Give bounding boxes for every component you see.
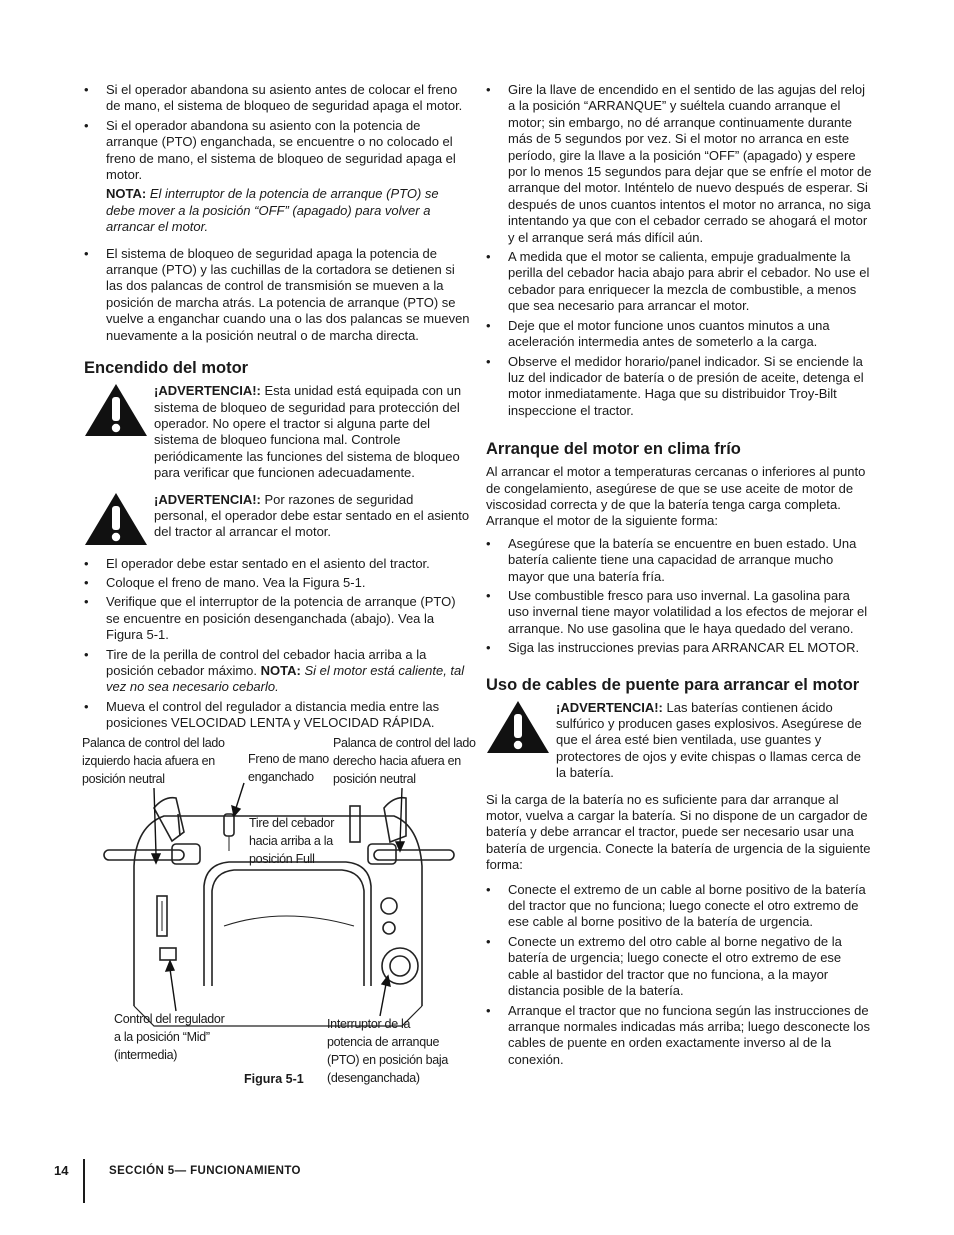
list-item: • El sistema de bloqueo de seguridad apaga la potencia de arranque (PTO) y las cuchillas de la cortadora se detienen si las dos palancas de control de transmisión se mueven a la posición de marcha atrás. La potencia de arranque (PTO) se vuelve a enganchar cuando una o las dos palancas se mueven nuevamente a la posición neutral o de marcha directa. bbox=[84, 246, 470, 344]
jump-list bbox=[486, 882, 872, 1068]
list-item: • Observe el medidor horario/panel indicador. Si se enciende la luz del indicador de batería o de presión de aceite, detenga el motor inmediatamente. Haga que su distribuidor Troy-Bilt inspeccione el tractor. bbox=[486, 354, 872, 420]
left-column bbox=[82, 82, 476, 1098]
list-item: • Coloque el freno de mano. Vea la Figura 5-1. bbox=[84, 575, 470, 591]
heading-cold-weather: Arranque del motor en clima frío bbox=[486, 440, 741, 459]
figure-5-1 bbox=[82, 735, 476, 1098]
warning-triangle-icon bbox=[486, 700, 550, 754]
list-item: • Siga las instrucciones previas para ARRANCAR EL MOTOR. bbox=[486, 640, 872, 656]
list-item: • Arranque el tractor que no funciona según las instrucciones de arranque normales indicadas más arriba; luego desconecte los cables de puente en orden exactamente inverso al de la conexión. bbox=[486, 1003, 872, 1069]
warning-block-1: ¡ADVERTENCIA!: Esta unidad está equipada con un sistema de bloqueo de seguridad para protección del operador. No opere el tractor si alguna parte del sistema de bloqueo funciona mal. Controle periódicamente las funciones del sistema de bloqueo para verificar que funcionen adecuadamente. bbox=[84, 383, 470, 481]
page-number: 14 bbox=[54, 1163, 69, 1178]
heading-encendido: Encendido del motor bbox=[84, 359, 249, 378]
list-item: • Conecte el extremo de un cable al borne positivo de la batería del tractor que no funciona; luego conecte el otro extremo de ese cable al borne positivo de la batería de urgencia. bbox=[486, 882, 872, 931]
list-item: • Tire de la perilla de control del cebador hacia arriba a la posición cebador máximo. NOTA: Si el motor está caliente, tal vez no sea necesario cebarlo. bbox=[84, 647, 470, 696]
interlock-list bbox=[84, 82, 470, 183]
list-item: • Si el operador abandona su asiento con la potencia de arranque (PTO) enganchada, se encuentre o no colocado el freno de mano, el sistema de bloqueo de seguridad apaga el motor. bbox=[84, 118, 470, 184]
list-item: • Verifique que el interruptor de la potencia de arranque (PTO) se encuentre en posición desenganchada (abajo). Vea la Figura 5-1. bbox=[84, 594, 470, 643]
caption-parking-brake: Freno de mano enganchado bbox=[248, 751, 329, 784]
pto-note: NOTA: El interruptor de la potencia de arranque (PTO) se debe mover a la posición “OFF” (apagado) para volver a arrancar el motor. bbox=[106, 186, 439, 235]
caption-left-lever: Palanca de control del lado izquierdo hacia afuera en posición neutral bbox=[82, 735, 225, 786]
list-item: • Deje que el motor funcione unos cuantos minutos a una aceleración intermedia antes de someterlo a la carga. bbox=[486, 318, 872, 351]
warning-triangle-icon bbox=[84, 383, 148, 437]
list-item: • A medida que el motor se calienta, empuje gradualmente la perilla del cebador hacia abajo para abrir el cebador. No use el cebador para enriquecer la mezcla de combustible, a menos que sea necesario para arrancar el motor. bbox=[486, 249, 872, 315]
interlock-list-2 bbox=[84, 246, 470, 344]
warning-triangle-icon bbox=[84, 492, 148, 546]
list-item: • El operador debe estar sentado en el asiento del tractor. bbox=[84, 556, 470, 572]
list-item: • Mueva el control del regulador a distancia media entre las posiciones VELOCIDAD LENTA y VELOCIDAD RÁPIDA. bbox=[84, 699, 470, 732]
caption-throttle: Control del regulador a la posición “Mid” (intermedia) bbox=[114, 1011, 225, 1062]
warning-block-battery: ¡ADVERTENCIA!: Las baterías contienen ácido sulfúrico y producen gases explosivos. Asegúrese de que el área esté bien ventilada, use guantes y protectores de ojos y evite chispas o llamas cerca de la batería. bbox=[486, 700, 872, 782]
list-item: • Conecte un extremo del otro cable al borne negativo de la batería de urgencia; luego conecte el otro extremo de ese cable al bastidor del tractor que no funciona, a la mayor distancia posible de la batería. bbox=[486, 934, 872, 1000]
figure-label: Figura 5-1 bbox=[244, 1071, 304, 1086]
list-item: • Si el operador abandona su asiento antes de colocar el freno de mano, el sistema de bloqueo de seguridad apaga el motor. bbox=[84, 82, 470, 115]
list-item: • Asegúrese que la batería se encuentre en buen estado. Una batería caliente tiene una capacidad de arranque mucho mayor que una batería fría. bbox=[486, 536, 872, 585]
right-column bbox=[486, 82, 872, 1071]
warning-block-2: ¡ADVERTENCIA!: Por razones de seguridad personal, el operador debe estar sentado en el asiento del tractor al arrancar el motor. bbox=[84, 492, 470, 546]
heading-jump-start: Uso de cables de puente para arrancar el motor bbox=[486, 675, 860, 694]
cold-list bbox=[486, 536, 872, 657]
start-steps-list bbox=[84, 556, 470, 732]
cold-intro: Al arrancar el motor a temperaturas cercanas o inferiores al punto de congelamiento, asegúrese de que se use aceite de motor de viscosidad correcta y de que la batería tenga carga completa. Arranque el motor de la siguiente forma: bbox=[486, 464, 866, 529]
jump-intro: Si la carga de la batería no es suficiente para dar arranque al motor, vuelva a cargar la batería. Si no dispone de un cargador de batería y debe arrancar el tractor, puede ser necesario usar una batería de urgencia. Conecte la batería de urgencia de la siguiente forma: bbox=[486, 791, 871, 873]
caption-right-lever: Palanca de control del lado derecho hacia afuera en posición neutral bbox=[333, 735, 476, 786]
list-item: • Gire la llave de encendido en el sentido de las agujas del reloj a la posición “ARRANQUE” y suéltela cuando arranque el motor; sin embargo, no dé arranque continuamente durante más de 5 segundos por vez. Si el motor no arranca en este período, gire la llave a la posición “OFF” (apagado) y espere por lo menos 15 segundos para dejar que se enfríe el motor de arranque del motor. Inténtelo de nuevo después de esperar. Si después de unos cuantos intentos el motor no arranca, no siga intentando ya que con el cebador cerrado se ahogará el motor y el arranque será más difícil aún. bbox=[486, 82, 872, 246]
caption-pto-switch: Interruptor de la potencia de arranque (PTO) en posición baja (desenganchada) bbox=[327, 1016, 449, 1085]
page-footer bbox=[54, 1163, 654, 1207]
footer-divider bbox=[83, 1159, 85, 1203]
start-steps-continued bbox=[486, 82, 872, 419]
list-item: • Use combustible fresco para uso invernal. La gasolina para uso invernal tiene mayor volatilidad a los efectos de mejorar el arranque. No use gasolina que le haya quedado del verano. bbox=[486, 588, 872, 637]
caption-choke: Tire del cebador hacia arriba a la posición Full bbox=[249, 815, 335, 866]
section-title: SECCIÓN 5— FUNCIONAMIENTO bbox=[109, 1165, 301, 1177]
